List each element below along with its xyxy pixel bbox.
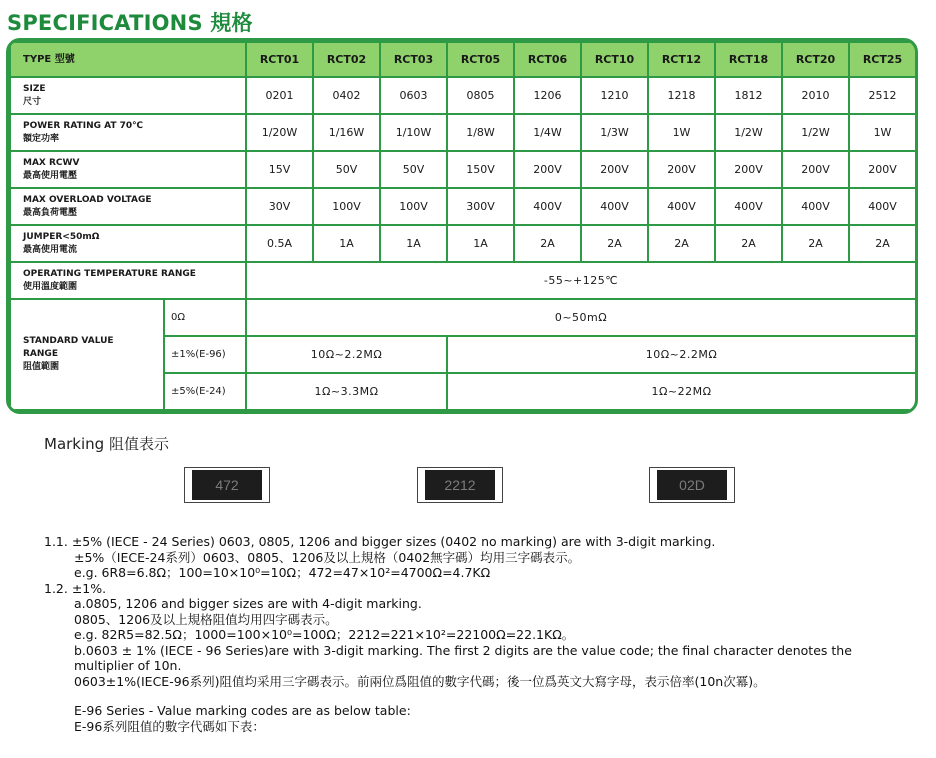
note-line: e.g. 6R8=6.8Ω；100=10×10⁰=10Ω；472=47×10²=4700Ω=4.7KΩ bbox=[74, 565, 491, 580]
type-cell: RCT18 bbox=[715, 42, 782, 77]
table-cell: 1A bbox=[380, 225, 447, 262]
standard-value-zero-row bbox=[10, 299, 916, 336]
table-cell: 1812 bbox=[715, 77, 782, 114]
type-cell: RCT06 bbox=[514, 42, 581, 77]
row-label-en: JUMPER<50mΩ bbox=[23, 231, 100, 242]
row-label-en: MAX OVERLOAD VOLTAGE bbox=[23, 194, 152, 205]
table-cell: 50V bbox=[380, 151, 447, 188]
specifications-table bbox=[6, 38, 918, 414]
table-cell: 400V bbox=[648, 188, 715, 225]
table-row bbox=[10, 151, 916, 188]
table-cell: 400V bbox=[849, 188, 916, 225]
table-cell: 1W bbox=[648, 114, 715, 151]
table-cell: 0603 bbox=[380, 77, 447, 114]
zero-ohm-label: 0Ω bbox=[164, 299, 246, 336]
row-label bbox=[10, 225, 246, 262]
type-cell: RCT20 bbox=[782, 42, 849, 77]
table-cell: 150V bbox=[447, 151, 514, 188]
table-cell: 50V bbox=[313, 151, 380, 188]
table-cell: 1218 bbox=[648, 77, 715, 114]
type-cell: RCT10 bbox=[581, 42, 648, 77]
row-label bbox=[10, 77, 246, 114]
table-cell: 2A bbox=[715, 225, 782, 262]
table-cell: 200V bbox=[581, 151, 648, 188]
row-label-zh: 最高使用電壓 bbox=[23, 170, 78, 181]
row-label-zh: 最高使用電流 bbox=[23, 244, 78, 255]
row-label bbox=[10, 151, 246, 188]
note-line: ±5%（IECE-24系列）0603、0805、1206及以上規格（0402無字碼）均用三字碼表示。 bbox=[74, 549, 581, 565]
type-cell: RCT12 bbox=[648, 42, 715, 77]
type-header: TYPE 型號 bbox=[10, 42, 246, 77]
e24-small-range: 1Ω~3.3MΩ bbox=[246, 373, 447, 410]
table-cell: 2A bbox=[581, 225, 648, 262]
table-cell: 200V bbox=[648, 151, 715, 188]
table-cell: 200V bbox=[514, 151, 581, 188]
table-cell: 1210 bbox=[581, 77, 648, 114]
type-cell: RCT05 bbox=[447, 42, 514, 77]
table-cell: 1/16W bbox=[313, 114, 380, 151]
table-cell: 1/8W bbox=[447, 114, 514, 151]
row-label-zh: 尺寸 bbox=[23, 96, 42, 107]
table-cell: 100V bbox=[313, 188, 380, 225]
note-line: E-96 Series - Value marking codes are as below table: bbox=[74, 703, 411, 718]
standard-value-label bbox=[10, 299, 164, 410]
e96-small-range: 10Ω~2.2MΩ bbox=[246, 336, 447, 373]
table-cell: 1/2W bbox=[715, 114, 782, 151]
table-cell: 100V bbox=[380, 188, 447, 225]
table-cell: 1A bbox=[313, 225, 380, 262]
note-line: 1.1. ±5% (IECE - 24 Series) 0603, 0805, 1206 and bigger sizes (0402 no marking) are with 3-digit marking. bbox=[44, 534, 716, 549]
row-label bbox=[10, 188, 246, 225]
table-cell: 300V bbox=[447, 188, 514, 225]
table-cell: 1/3W bbox=[581, 114, 648, 151]
row-label-zh: 使用溫度範圍 bbox=[23, 281, 78, 292]
operating-temperature-row bbox=[10, 262, 916, 299]
resistor-chip bbox=[649, 467, 735, 503]
row-label bbox=[10, 114, 246, 151]
table-cell: 1206 bbox=[514, 77, 581, 114]
note-line: E-96系列阻值的數字代碼如下表： bbox=[74, 718, 265, 734]
e96-label: ±1%(E-96) bbox=[164, 336, 246, 373]
table-cell: 200V bbox=[782, 151, 849, 188]
row-label-en: STANDARD VALUE bbox=[23, 336, 114, 346]
table-cell: 2512 bbox=[849, 77, 916, 114]
table-cell: 2A bbox=[849, 225, 916, 262]
type-cell: RCT02 bbox=[313, 42, 380, 77]
table-cell: 400V bbox=[715, 188, 782, 225]
table-row bbox=[10, 225, 916, 262]
row-label-zh: 最高負荷電壓 bbox=[23, 207, 78, 218]
table-header-row bbox=[10, 42, 916, 77]
table-cell: 30V bbox=[246, 188, 313, 225]
table-row bbox=[10, 188, 916, 225]
chip-marking: 2212 bbox=[425, 470, 495, 500]
table-cell: 2A bbox=[648, 225, 715, 262]
table-cell: 400V bbox=[514, 188, 581, 225]
table-cell: 200V bbox=[849, 151, 916, 188]
e24-large-range: 1Ω~22MΩ bbox=[447, 373, 916, 410]
table-cell: 400V bbox=[581, 188, 648, 225]
table-cell: 1/2W bbox=[782, 114, 849, 151]
table-cell: 1/20W bbox=[246, 114, 313, 151]
row-label bbox=[10, 262, 246, 299]
table-cell: 1W bbox=[849, 114, 916, 151]
table-cell: 200V bbox=[715, 151, 782, 188]
table-cell: 0402 bbox=[313, 77, 380, 114]
chip-marking: 472 bbox=[192, 470, 262, 500]
note-line: b.0603 ± 1% (IECE - 96 Series)are with 3-digit marking. The first 2 digits are the value code; the final character denotes the multiplier of 10n. bbox=[74, 642, 852, 673]
row-label-en: MAX RCWV bbox=[23, 157, 80, 168]
marking-notes bbox=[44, 534, 924, 734]
note-line: 0603±1%(IECE-96系列)阻值均采用三字碼表示。前兩位爲阻值的數字代碼；後一位爲英文大寫字母，表示倍率(10n次冪)。 bbox=[74, 673, 766, 689]
row-label-zh: 額定功率 bbox=[23, 133, 60, 144]
table-cell: 400V bbox=[782, 188, 849, 225]
marking-title: Marking 阻值表示 bbox=[44, 435, 169, 453]
operating-temperature-value: -55~+125℃ bbox=[246, 262, 916, 299]
note-line: a.0805, 1206 and bigger sizes are with 4-digit marking. bbox=[74, 596, 422, 611]
resistor-chip bbox=[184, 467, 270, 503]
resistor-chip bbox=[417, 467, 503, 503]
chip-marking: 02D bbox=[657, 470, 727, 500]
note-line: e.g. 82R5=82.5Ω；1000=100×10⁰=100Ω；2212=221×10²=22100Ω=22.1KΩ。 bbox=[74, 627, 575, 642]
e24-label: ±5%(E-24) bbox=[164, 373, 246, 410]
table-row bbox=[10, 77, 916, 114]
note-line: 1.2. ±1%. bbox=[44, 580, 107, 596]
row-label-en: RANGE bbox=[23, 349, 58, 359]
zero-ohm-value: 0~50mΩ bbox=[246, 299, 916, 336]
row-label-en: OPERATING TEMPERATURE RANGE bbox=[23, 268, 196, 279]
note-line: 0805、1206及以上規格阻值均用四字碼表示。 bbox=[74, 611, 338, 627]
type-cell: RCT03 bbox=[380, 42, 447, 77]
row-label-en: SIZE bbox=[23, 83, 46, 94]
page-title: SPECIFICATIONS 規格 bbox=[7, 11, 253, 35]
type-cell: RCT01 bbox=[246, 42, 313, 77]
table-cell: 2A bbox=[782, 225, 849, 262]
table-cell: 2010 bbox=[782, 77, 849, 114]
table-cell: 1/4W bbox=[514, 114, 581, 151]
table-cell: 0.5A bbox=[246, 225, 313, 262]
table-cell: 1A bbox=[447, 225, 514, 262]
table-cell: 0201 bbox=[246, 77, 313, 114]
type-cell: RCT25 bbox=[849, 42, 916, 77]
row-label-zh: 阻值範圍 bbox=[23, 362, 60, 372]
table-cell: 15V bbox=[246, 151, 313, 188]
table-cell: 1/10W bbox=[380, 114, 447, 151]
row-label-en: POWER RATING AT 70℃ bbox=[23, 120, 144, 131]
e96-large-range: 10Ω~2.2MΩ bbox=[447, 336, 916, 373]
table-cell: 2A bbox=[514, 225, 581, 262]
table-cell: 0805 bbox=[447, 77, 514, 114]
table-row bbox=[10, 114, 916, 151]
